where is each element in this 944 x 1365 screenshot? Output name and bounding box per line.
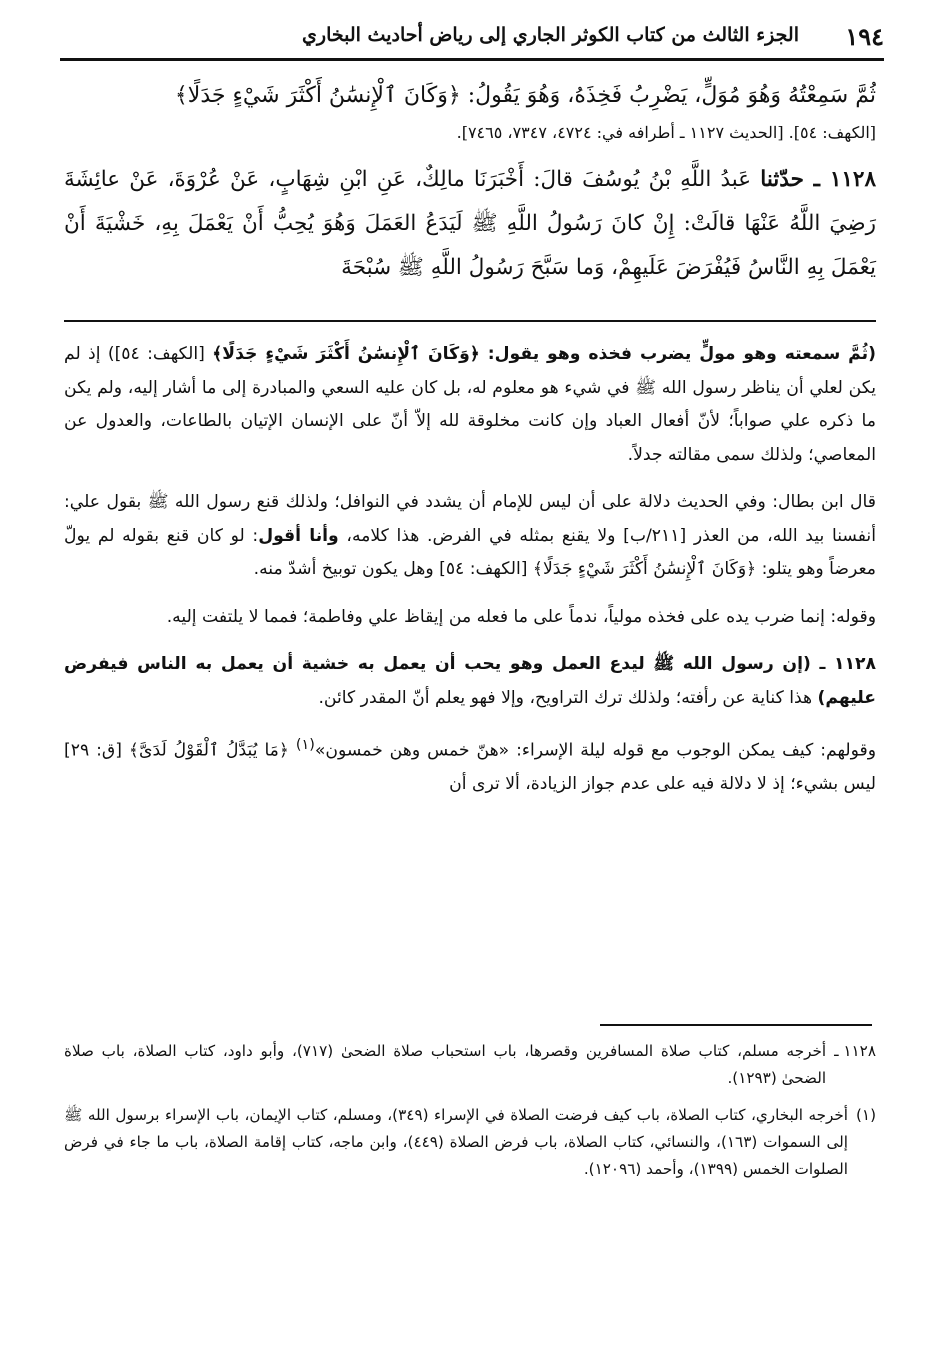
commentary-text: [الكهف: ٥٤]) إذ لم يكن لعلي أن يناظر رسول الله ﷺ في شيء هو معلوم له، بل كان عليه السعي والمبادرة إلى ما أشار إليه، ولم يكن ما ذكره علي صواباً؛ لأنّ أفعال العباد وإن كانت مخلوقة لله إلاّ أنّ على الإنسان الإتيان بالطاعات، والعدول عن المعاصي؛ ولذلك سمى مقالته جدلاً.	[64, 344, 876, 465]
footnote-marker: (١)	[295, 737, 315, 753]
verse-line: ثُمَّ سَمِعْتُهُ وَهُوَ مُوَلٍّ، يَضْرِبُ فَخِذَهُ، وَهُوَ يَقُولُ: ﴿وَكَانَ ٱلْإِنسَٰنُ أَكْثَرَ شَيْءٍ جَدَلًا﴾	[174, 83, 876, 108]
hadith-1128	[64, 158, 876, 290]
commentary-text: قال ابن بطال: وفي الحديث دلالة على أن ليس للإمام أن يشدد في النوافل؛ ولذلك قنع رسول الله ﷺ بقول علي: أنفسنا بيد الله، من العذر [٢١١/ب] ولا يقنع بمثله في الفرض. هذا كلامه،	[64, 492, 876, 546]
commentary-paragraph-3: وقوله: إنما ضرب يده على فخذه مولياً، ندماً على ما فعله من إيقاظ علي وفاطمة؛ فمما لا يلتفت إليه.	[166, 606, 876, 627]
hadith-text-block	[64, 74, 876, 290]
commentary-paragraph-5	[64, 729, 876, 802]
commentary-quote: (ثُمَّ سمعته وهو مولٍّ يضرب فخذه وهو يقول: ﴿وَكَانَ ٱلْإِنسَٰنُ أَكْثَرَ شَيْءٍ جَدَلًا﴾	[212, 344, 876, 364]
commentary-paragraph-2	[64, 486, 876, 587]
footnote-divider	[600, 1024, 872, 1026]
commentary-text: وقولهم: كيف يمكن الوجوب مع قوله ليلة الإسراء: «هنّ خمس وهن خمسون»	[314, 740, 876, 761]
commentary-paragraph-1	[64, 338, 876, 472]
commentary-block	[64, 338, 876, 816]
hadith-lead: ١١٢٨ ـ حدّثنا	[760, 167, 877, 192]
page-number: ١٩٤	[845, 22, 884, 51]
page-header	[60, 14, 884, 61]
hadith-body: عَبدُ اللَّهِ بْنُ يُوسُفَ قالَ: أَخْبَرَنَا مالِكٌ، عَنِ ابْنِ شِهَابٍ، عَنْ عُرْوَةَ، عَنْ عائِشَةَ رَضِيَ اللَّهُ عَنْهَا قالَتْ: إِنْ كانَ رَسُولُ اللَّهِ ﷺ لَيَدَعُ العَمَلَ وَهُوَ يُحِبُّ أَنْ يَعْمَلَ بِهِ، خَشْيَةَ أَنْ يَعْمَلَ بِهِ النَّاسُ فَيُفْرَضَ عَلَيهِمْ، وَما سَبَّحَ رَسُولُ اللَّهِ ﷺ سُبْحَةَ	[64, 167, 876, 280]
commentary-text: ﴿مَا يُبَدَّلُ ٱلْقَوْلُ لَدَىَّ﴾ [ق: ٢٩] ليس بشيء؛ إذ لا دلالة فيه على عدم جواز الزيادة، ألا ترى أن	[64, 740, 876, 795]
commentary-quote: ١١٢٨ ـ (إن رسول الله ﷺ ليدع العمل وهو يحب أن يعمل به خشية أن يعمل به الناس فيفرض عليهم)	[64, 654, 876, 708]
footnote-number: (١)	[855, 1106, 876, 1124]
running-title: الجزء الثالث من كتاب الكوثر الجاري إلى رياض أحاديث البخاري	[302, 24, 799, 46]
author-remark: وأنا أقول	[258, 525, 339, 546]
footnotes-block	[64, 1038, 876, 1193]
footnote-text: أخرجه مسلم، كتاب صلاة المسافرين وقصرها، باب استحباب صلاة الضحىٰ (٧١٧)، وأبو داود، كتاب الصلاة، باب صلاة الضحىٰ (١٢٩٣).	[64, 1042, 827, 1087]
commentary-paragraph-4	[64, 648, 876, 715]
footnote	[64, 1102, 876, 1183]
section-divider	[64, 320, 876, 322]
commentary-text: : لو كان قنع بقوله لم يولّ معرضاً وهو يتلو: ﴿وَكَانَ ٱلْإِنسَٰنُ أَكْثَرَ شَيْءٍ جَدَلًا﴾ [الكهف: ٥٤] وهل يكون توبيخ أشدّ منه.	[64, 525, 876, 579]
footnote-text: أخرجه البخاري، كتاب الصلاة، باب كيف فرضت الصلاة في الإسراء (٣٤٩)، ومسلم، كتاب الإيمان، باب الإسراء برسول الله ﷺ إلى السموات (١٦٣)، والنسائي، كتاب الصلاة، باب فرض الصلاة (٤٤٩)، وابن ماجه، كتاب إقامة الصلاة، باب ما جاء في فرض الصلوات الخمس (١٣٩٩)، وأحمد (١٢٠٩٦).	[64, 1106, 848, 1178]
footnote	[64, 1038, 876, 1092]
verse-reference: [الكهف: ٥٤]. [الحديث ١١٢٧ ـ أطرافه في: ٤٧٢٤، ٧٣٤٧، ٧٤٦٥].	[456, 123, 876, 142]
commentary-text: هذا كناية عن رأفته؛ ولذلك ترك التراويح، وإلا فهو يعلم أنّ المقدر كائن.	[318, 687, 818, 708]
footnote-number: ١١٢٨ ـ	[834, 1042, 876, 1060]
